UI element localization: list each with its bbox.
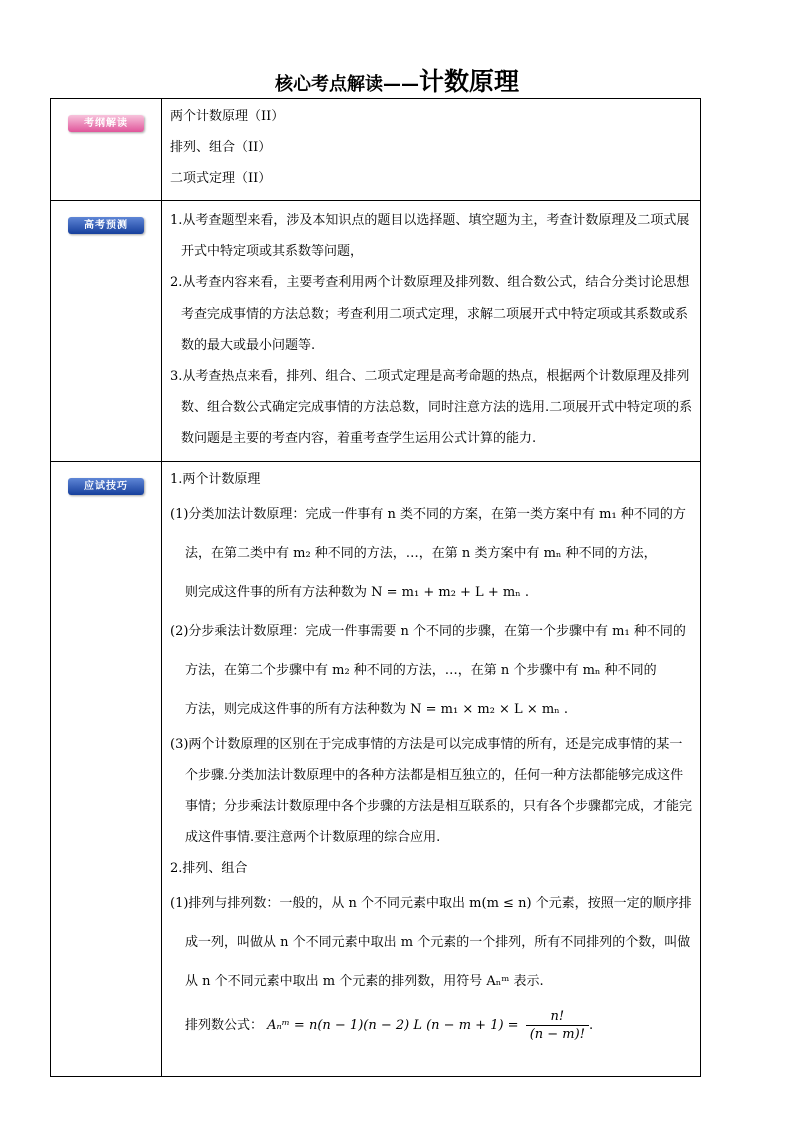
permutation-paragraph: (1)排列与排列数：一般的，从 n 个不同元素中取出 m(m ≤ n) 个元素，按照一定的顺序排成一列，叫做从 n 个不同元素中取出 m 个元素的一个排列，所有不同排列的个数，叫做从 n 个不同元素中取出 m 个元素的排列数，用符号 Aₙᵐ 表示. bbox=[170, 895, 692, 989]
label-cell bbox=[51, 201, 162, 462]
principle-formula: 方法，则完成这件事的所有方法种数为 N = m₁ × m₂ × L × mₙ . bbox=[185, 701, 569, 717]
content-cell bbox=[162, 99, 701, 201]
outline-item: 排列、组合（II） bbox=[170, 140, 272, 155]
title-prefix: 核心考点解读 bbox=[274, 74, 383, 95]
table-row bbox=[51, 201, 701, 462]
content-table bbox=[50, 98, 701, 1077]
principle-paragraph: (3)两个计数原理的区别在于完成事情的方法是可以完成事情的所有，还是完成事情的某一个步骤.分类加法计数原理中的各种方法都是相互独立的，任何一种方法都能够完成这件事情；分步乘法计数原理中各个步骤的方法是相互联系的，只有各个步骤都完成，才能完成这件事情.要注意两个计数原理的综合应用. bbox=[170, 736, 693, 845]
formula-label: 排列数公式： bbox=[185, 1017, 264, 1033]
section-badge: 考纲解读 bbox=[68, 115, 144, 132]
prediction-paragraph: 1.从考查题型来看，涉及本知识点的题目以选择题、填空题为主，考查计数原理及二项式展开式中特定项或其系数等问题， bbox=[170, 213, 690, 260]
label-cell bbox=[51, 461, 162, 1076]
section-badge: 高考预测 bbox=[68, 217, 144, 234]
content-cell bbox=[162, 201, 701, 462]
label-cell bbox=[51, 99, 162, 201]
title-main: 计数原理 bbox=[418, 67, 519, 96]
prediction-paragraph: 2.从考查内容来看，主要考查利用两个计数原理及排列数、组合数公式，结合分类讨论思想考查完成事情的方法总数；考查利用二项式定理，求解二项展开式中特定项或其系数或系数的最大或最小问题等. bbox=[170, 275, 690, 353]
permutation-formula bbox=[170, 1001, 694, 1051]
outline-item: 两个计数原理（II） bbox=[170, 109, 285, 124]
prediction-paragraph: 3.从考查热点来看，排列、组合、二项式定理是高考命题的热点，根据两个计数原理及排列数、组合数公式确定完成事情的方法总数，同时注意方法的选用.二项展开式中特定项的系数问题是主要的考查内容，着重考查学生运用公式计算的能力. bbox=[170, 369, 693, 447]
principle-formula: 则完成这件事的所有方法种数为 N = m₁ + m₂ + L + mₙ . bbox=[185, 584, 530, 600]
table-row bbox=[51, 99, 701, 201]
principle-paragraph: (2)分步乘法计数原理：完成一件事需要 n 个不同的步骤，在第一个步骤中有 m₁ 种不同的方法，在第二个步骤中有 m₂ 种不同的方法，…，在第 n 个步骤中有 mₙ 种不同的 bbox=[170, 623, 686, 678]
section-heading: 1.两个计数原理 bbox=[170, 471, 261, 487]
title-dash: —— bbox=[382, 74, 419, 95]
principle-paragraph: (1)分类加法计数原理：完成一件事有 n 类不同的方案，在第一类方案中有 m₁ 种不同的方法，在第二类中有 m₂ 种不同的方法，…，在第 n 类方案中有 mₙ 种不同的方法， bbox=[170, 506, 686, 561]
formula-body: Aₙᵐ = n(n − 1)(n − 2) L (n − m + 1) = bbox=[267, 1017, 519, 1033]
fraction-numerator: n! bbox=[526, 1008, 589, 1026]
section-heading: 2.排列、组合 bbox=[170, 860, 248, 876]
formula-fraction bbox=[526, 1008, 589, 1043]
section-badge: 应试技巧 bbox=[68, 478, 144, 495]
formula-end: . bbox=[588, 1017, 594, 1033]
outline-item: 二项式定理（II） bbox=[170, 171, 272, 186]
content-cell bbox=[162, 461, 701, 1076]
fraction-denominator: (n − m)! bbox=[529, 1026, 585, 1042]
table-row bbox=[51, 461, 701, 1076]
page-title bbox=[0, 62, 794, 98]
